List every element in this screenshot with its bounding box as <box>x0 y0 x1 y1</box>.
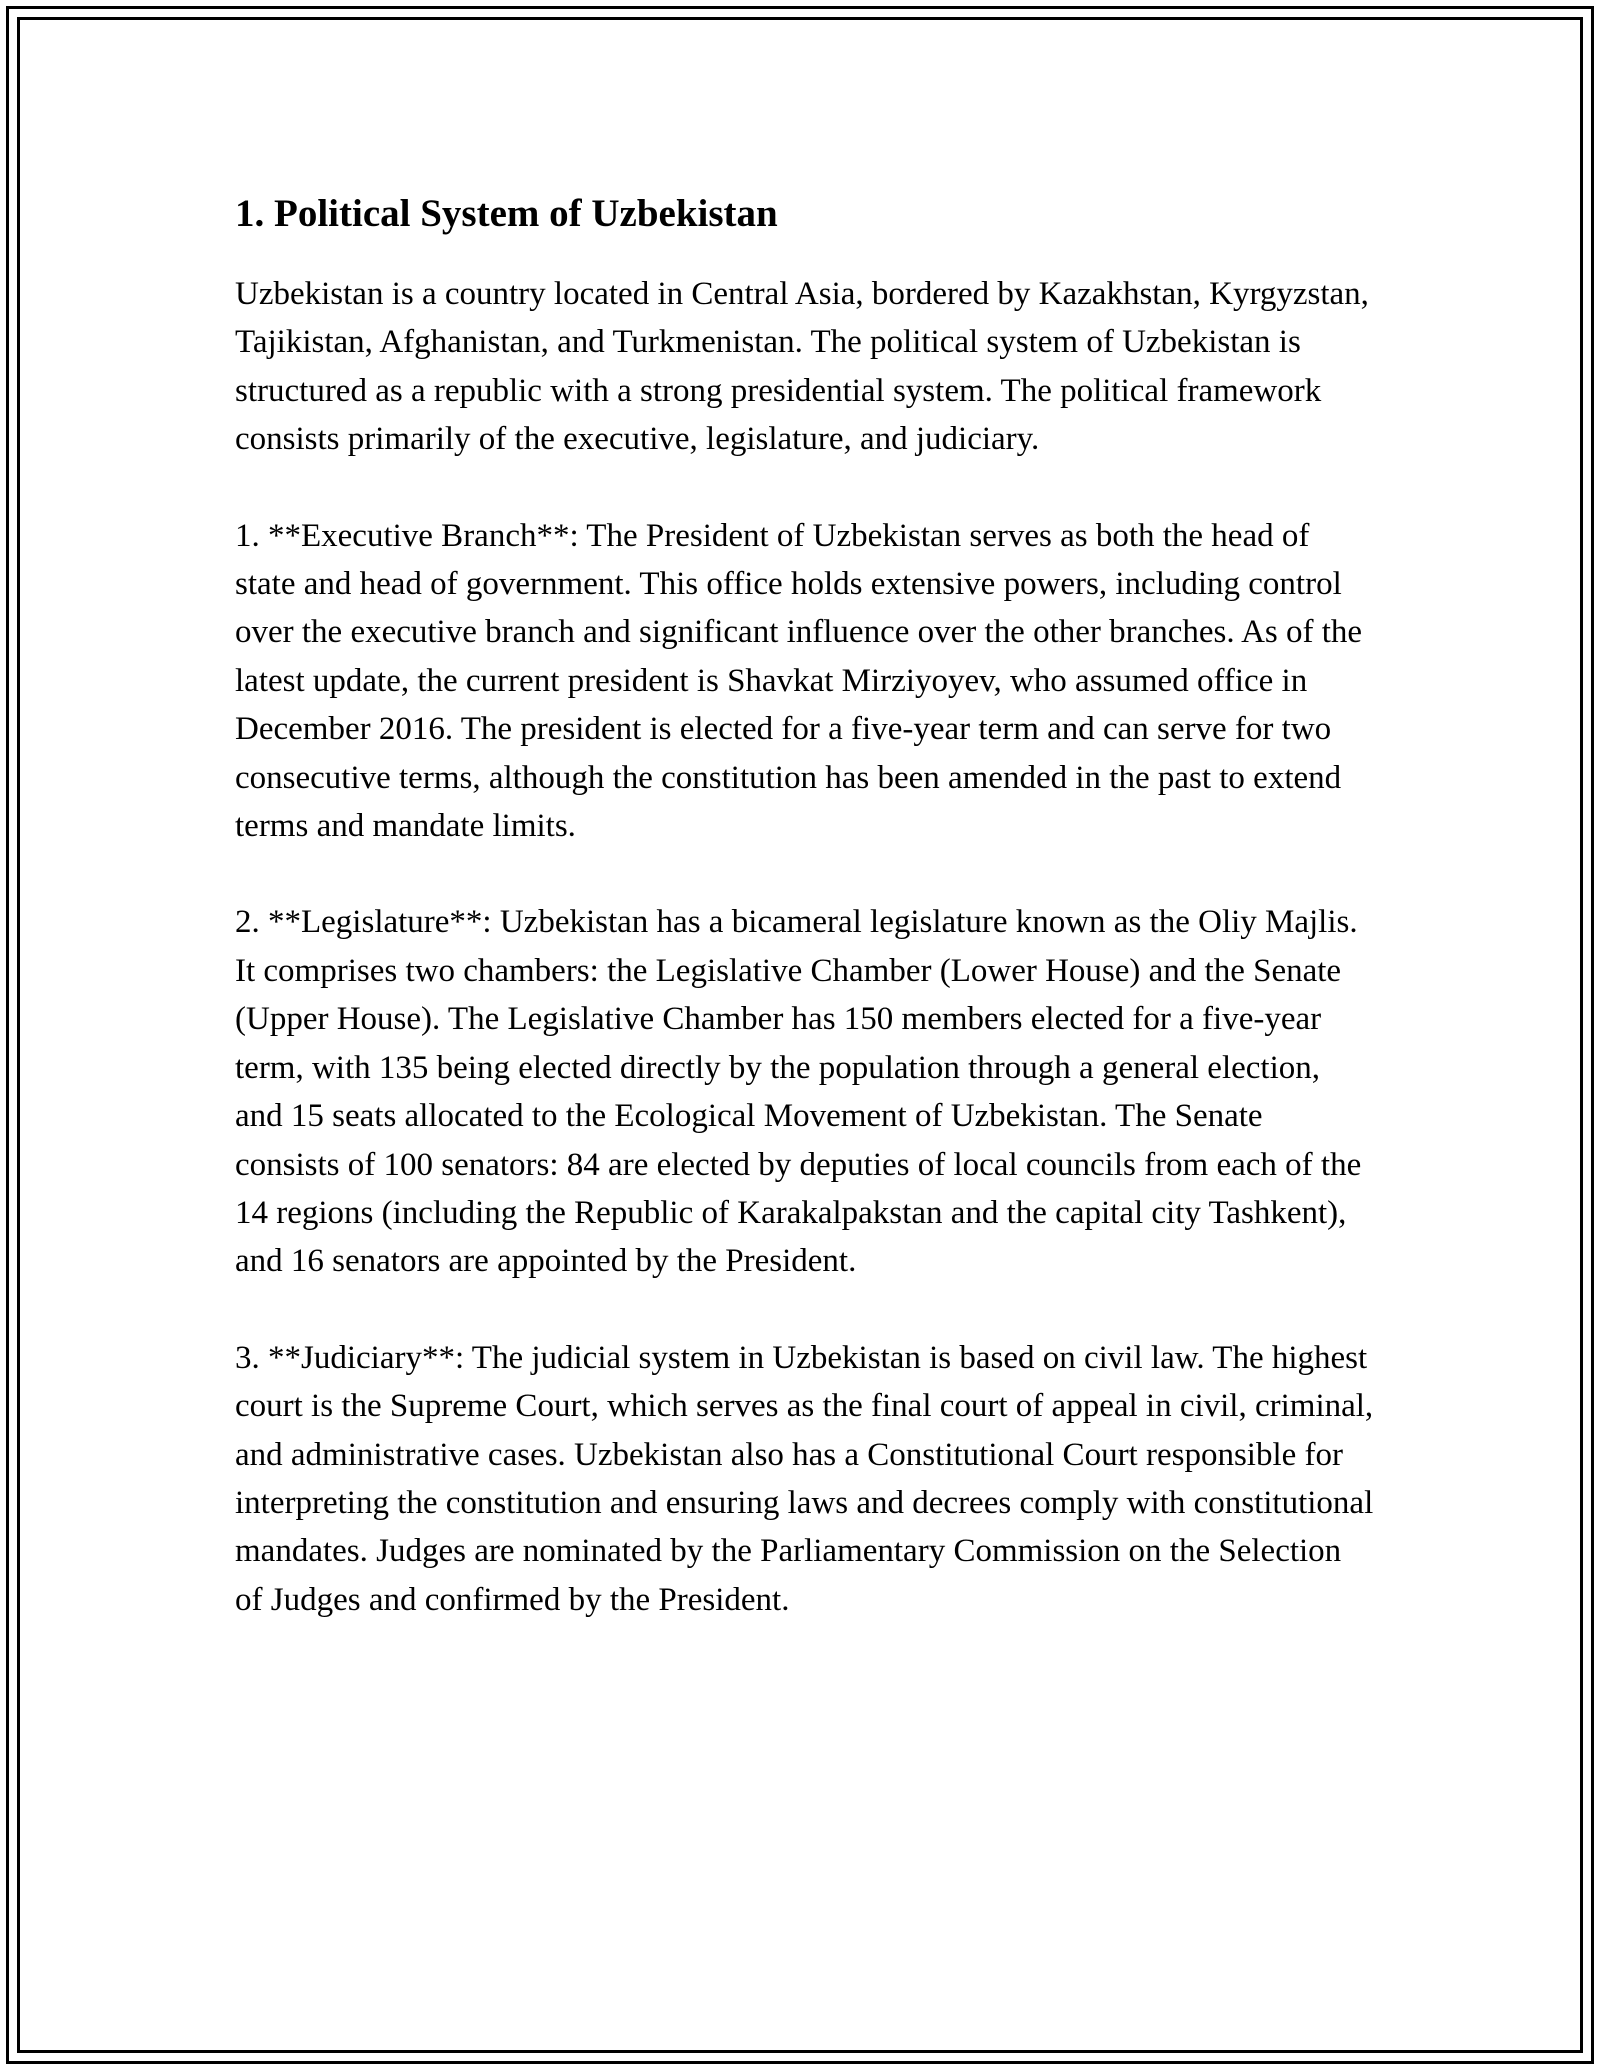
intro-paragraph: Uzbekistan is a country located in Central Asia, bordered by Kazakhstan, Kyrgyzstan, Tajikistan, Afghanistan, and Turkmenistan. The political system of Uzbekistan is structured as a republic with a strong presidential system. The political framework consists primarily of the executive, legislature, and judiciary. <box>235 276 1369 458</box>
executive-branch-paragraph: 1. **Executive Branch**: The President of Uzbekistan serves as both the head of state and head of government. This office holds extensive powers, including control over the executive branch and significant influence over the other branches. As of the latest update, the current president is Shavkat Mirziyoyev, who assumed office in December 2016. The president is elected for a five-year term and can serve for two consecutive terms, although the constitution has been amended in the past to extend terms and mandate limits. <box>235 517 1363 845</box>
judiciary-paragraph: 3. **Judiciary**: The judicial system in Uzbekistan is based on civil law. The highest court is the Supreme Court, which serves as the final court of appeal in civil, criminal, and administrative cases. Uzbekistan also has a Constitutional Court responsible for interpreting the constitution and ensuring laws and decrees comply with constitutional mandates. Judges are nominated by the Parliamentary Commission on the Selection of Judges and confirmed by the President. <box>235 1339 1374 1618</box>
legislature-paragraph: 2. **Legislature**: Uzbekistan has a bicameral legislature known as the Oliy Majlis. It comprises two chambers: the Legislative Chamber (Lower House) and the Senate (Upper House). The Legislative Chamber has 150 members elected for a five-year term, with 135 being elected directly by the population through a general election, and 15 seats allocated to the Ecological Movement of Uzbekistan. The Senate consists of 100 senators: 84 are elected by deputies of local councils from each of the 14 regions (including the Republic of Karakalpakstan and the capital city Tashkent), and 16 senators are appointed by the President. <box>235 904 1362 1280</box>
document-body <box>235 190 1375 1672</box>
document-title: 1. Political System of Uzbekistan <box>235 192 778 235</box>
